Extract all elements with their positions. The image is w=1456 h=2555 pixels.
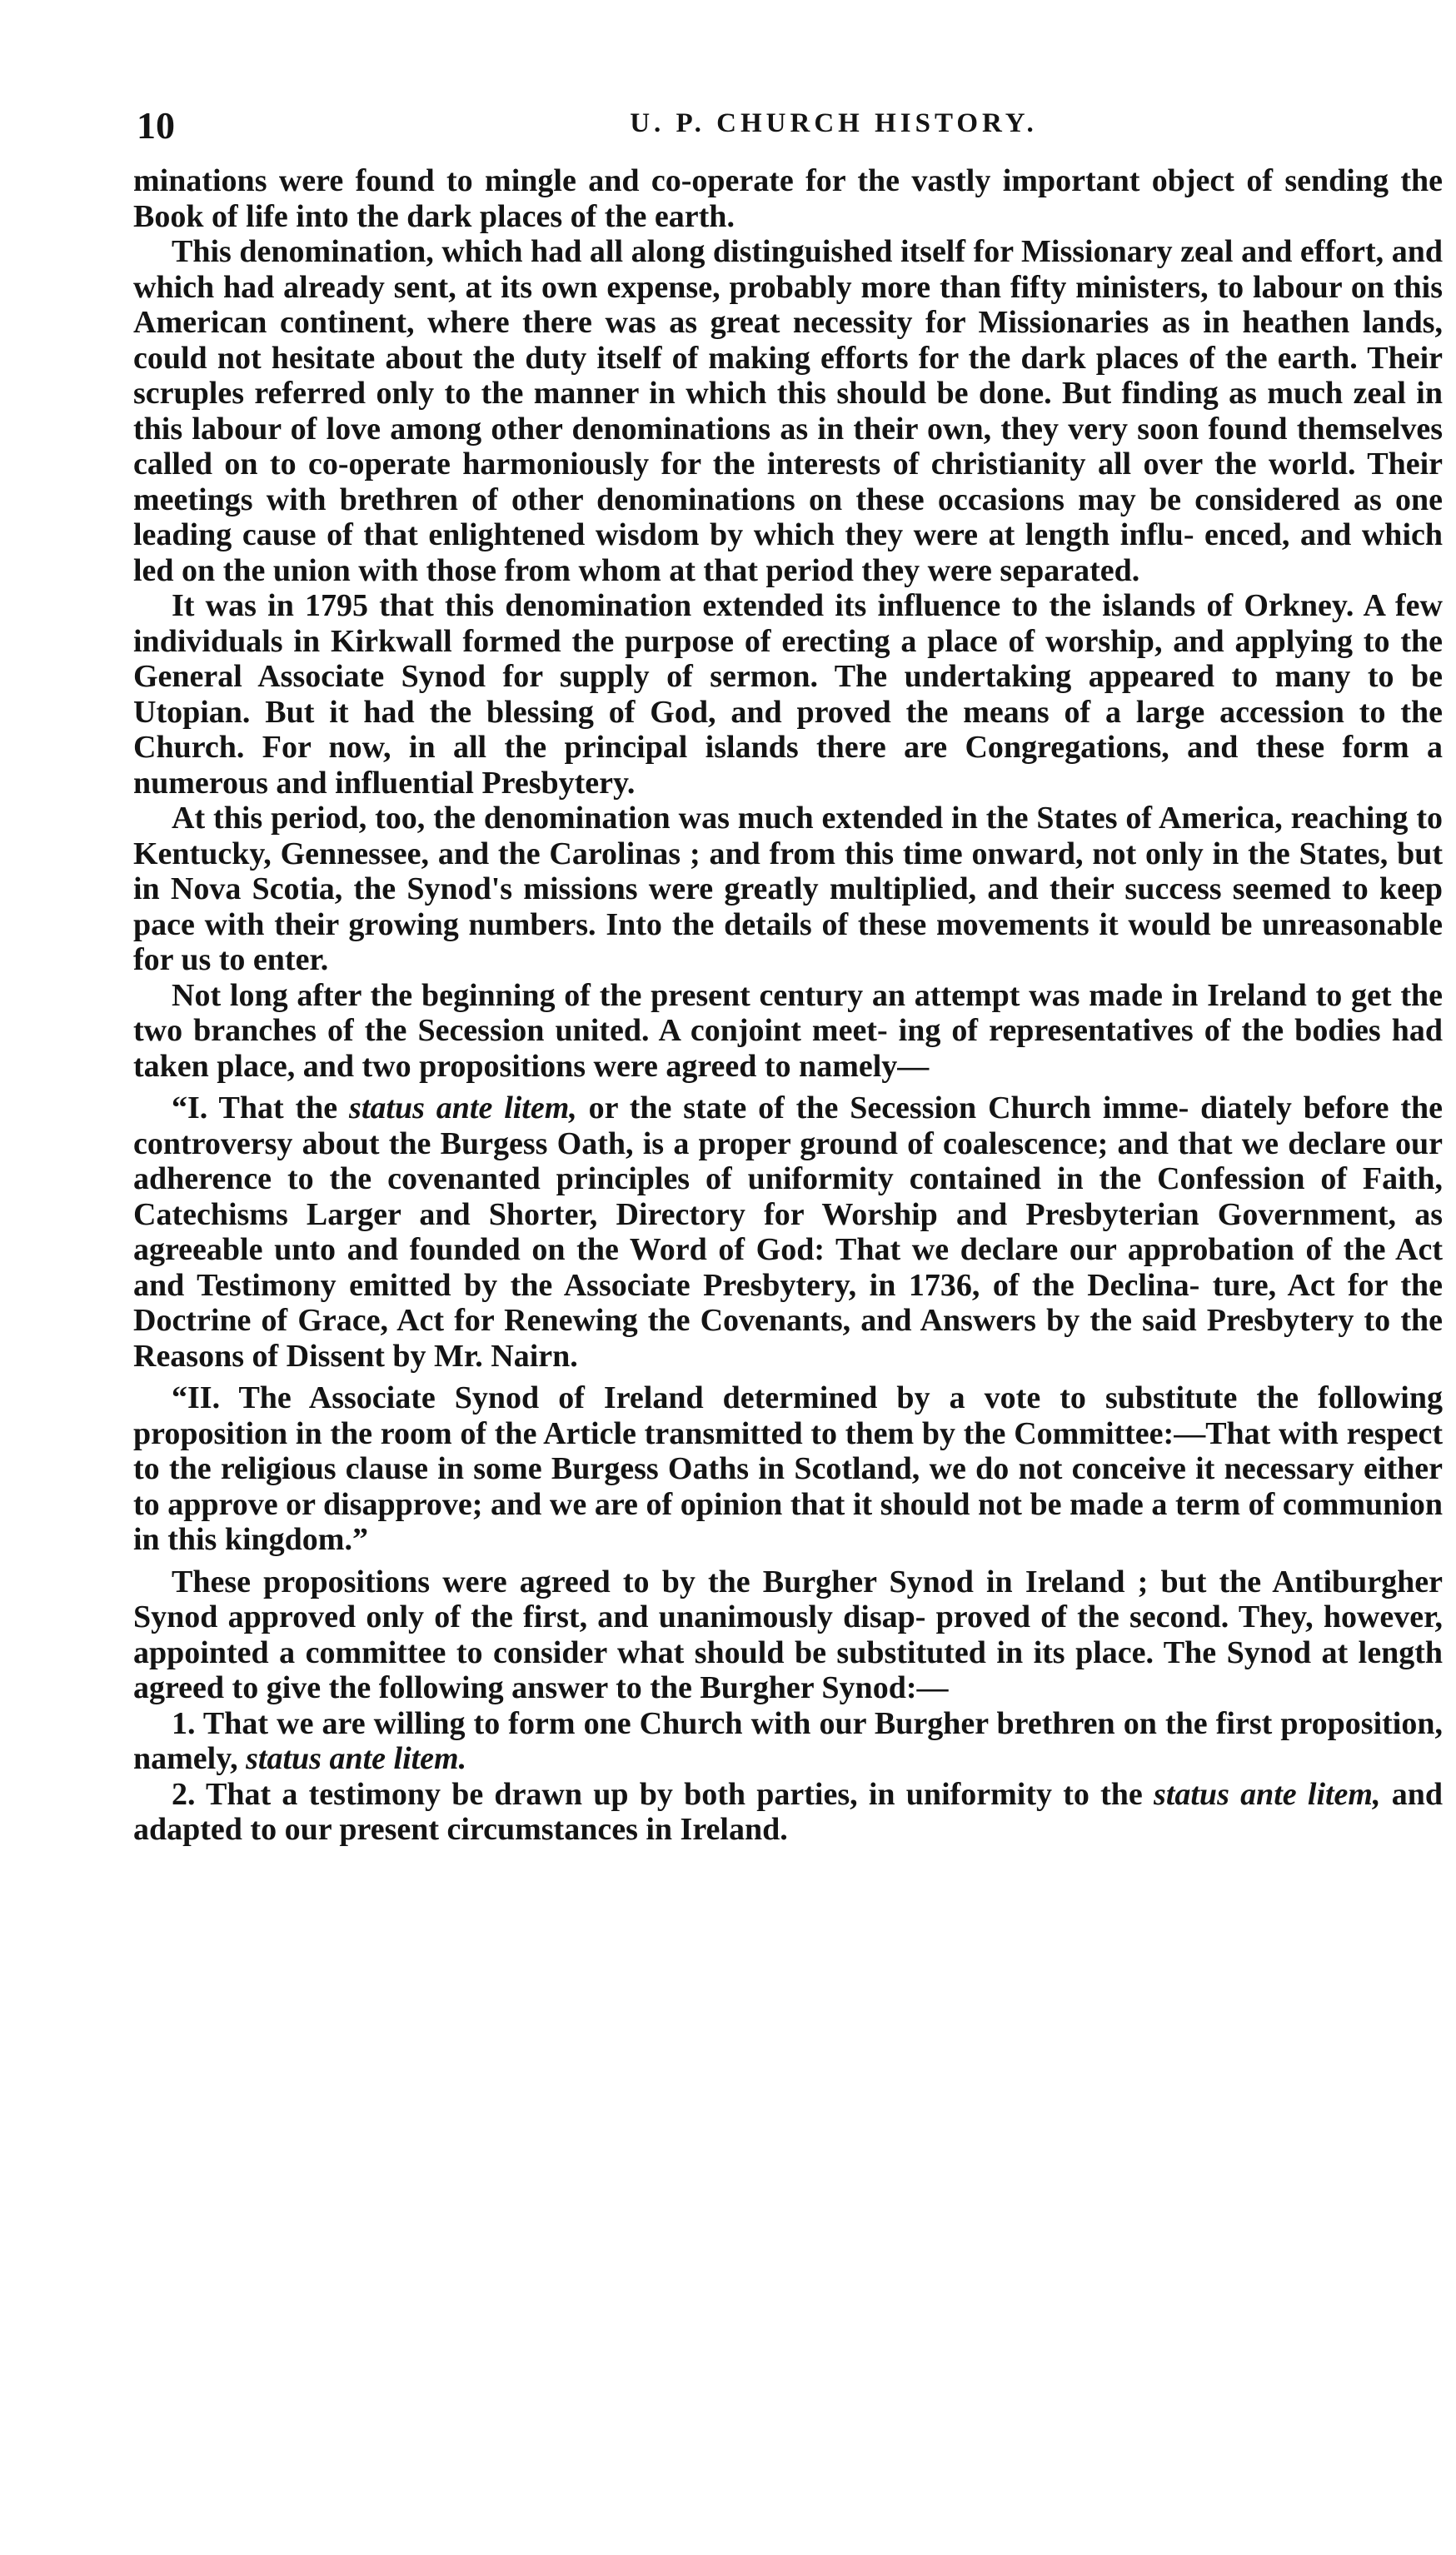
paragraph-9-text: 1. That we are willing to form one Church with our Burgher brethren on the first proposition, namely,	[133, 1705, 1443, 1776]
paragraph-10-text-start: 2. That a testimony be drawn up by both parties, in uniformity to the	[172, 1776, 1154, 1812]
paragraph-8: These propositions were agreed to by the Burgher Synod in Ireland ; but the Antiburgher Synod approved only of the first, and unanimously disap- proved of the second. They, however, appointed a committee to consider what should be substituted in its place. The Synod at length agreed to give the following answer to the Burgher Synod:—	[133, 1564, 1443, 1705]
paragraph-6-proposition-one	[133, 1090, 1443, 1374]
page-number: 10	[137, 104, 175, 147]
page	[133, 92, 1443, 1848]
paragraph-7-proposition-two: “II. The Associate Synod of Ireland determined by a vote to substitute the following proposition in the room of the Article transmitted to them by the Committee:—That with respect to the religious clause in some Burgess Oaths in Scotland, we do not conceive it necessary either to approve or disapprove; and we are of opinion that it should not be made a term of communion in this kingdom.”	[133, 1380, 1443, 1557]
paragraph-5: Not long after the beginning of the present century an attempt was made in Ireland to get the two branches of the Secession united. A conjoint meet- ing of representatives of the bodies had taken place, and two propositions were agreed to namely—	[133, 977, 1443, 1084]
paragraph-1: minations were found to mingle and co-operate for the vastly important object of sending the Book of life into the dark places of the earth.	[133, 163, 1443, 234]
paragraph-3: It was in 1795 that this denomination extended its influence to the islands of Orkney. A few individuals in Kirkwall formed the purpose of erecting a place of worship, and applying to the General Associate Synod for supply of sermon. The undertaking appeared to many to be Utopian. But it had the blessing of God, and proved the means of a large accession to the Church. For now, in all the principal islands there are Congregations, and these form a numerous and influential Presbytery.	[133, 588, 1443, 801]
paragraph-10-text-end: and adapted to our present circumstances in Ireland.	[133, 1776, 1443, 1847]
paragraph-9-item-one	[133, 1706, 1443, 1777]
paragraph-9-italic: status ante litem.	[246, 1741, 467, 1776]
paragraph-4: At this period, too, the denomination was much extended in the States of America, reaching to Kentucky, Gennessee, and the Carolinas ; and from this time onward, not only in the States, but in Nova Scotia, the Synod's missions were greatly multiplied, and their success seemed to keep pace with their growing numbers. Into the details of these movements it would be unreasonable for us to enter.	[133, 801, 1443, 977]
paragraph-6-text-end: or the state of the Secession Church imme- diately before the controversy about the Burgess Oath, is a proper ground of coalescence; and that we declare our adherence to the covenanted principles of uniformity contained in the Confession of Faith, Catechisms Larger and Shorter, Directory for Worship and Presbyterian Government, as agreeable unto and founded on the Word of God: That we declare our approbation of the Act and Testimony emitted by the Associate Presbytery, in 1736, of the Declina- ture, Act for the Doctrine of Grace, Act for Renewing the Covenants, and Answers by the said Presbytery to the Reasons of Dissent by Mr. Nairn.	[133, 1090, 1444, 1374]
paragraph-6-italic: status ante litem,	[349, 1090, 577, 1125]
running-title: U. P. CHURCH HISTORY.	[630, 108, 1038, 138]
paragraph-10-italic: status ante litem,	[1154, 1776, 1381, 1812]
paragraph-6-text-start: “I. That the	[172, 1090, 350, 1125]
paragraph-10-item-two	[133, 1777, 1443, 1848]
running-head	[133, 92, 1443, 163]
body-text	[133, 163, 1443, 1848]
paragraph-2: This denomination, which had all along distinguished itself for Missionary zeal and effort, and which had already sent, at its own expense, probably more than fifty ministers, to labour on this American continent, where there was as great necessity for Missionaries as in heathen lands, could not hesitate about the duty itself of making efforts for the dark places of the earth. Their scruples referred only to the manner in which this should be done. But finding as much zeal in this labour of love among other denominations as in their own, they very soon found themselves called on to co-operate harmoniously for the interests of christianity all over the world. Their meetings with brethren of other denominations on these occasions may be considered as one leading cause of that enlightened wisdom by which they were at length influ- enced, and which led on the union with those from whom at that period they were separated.	[133, 234, 1443, 588]
